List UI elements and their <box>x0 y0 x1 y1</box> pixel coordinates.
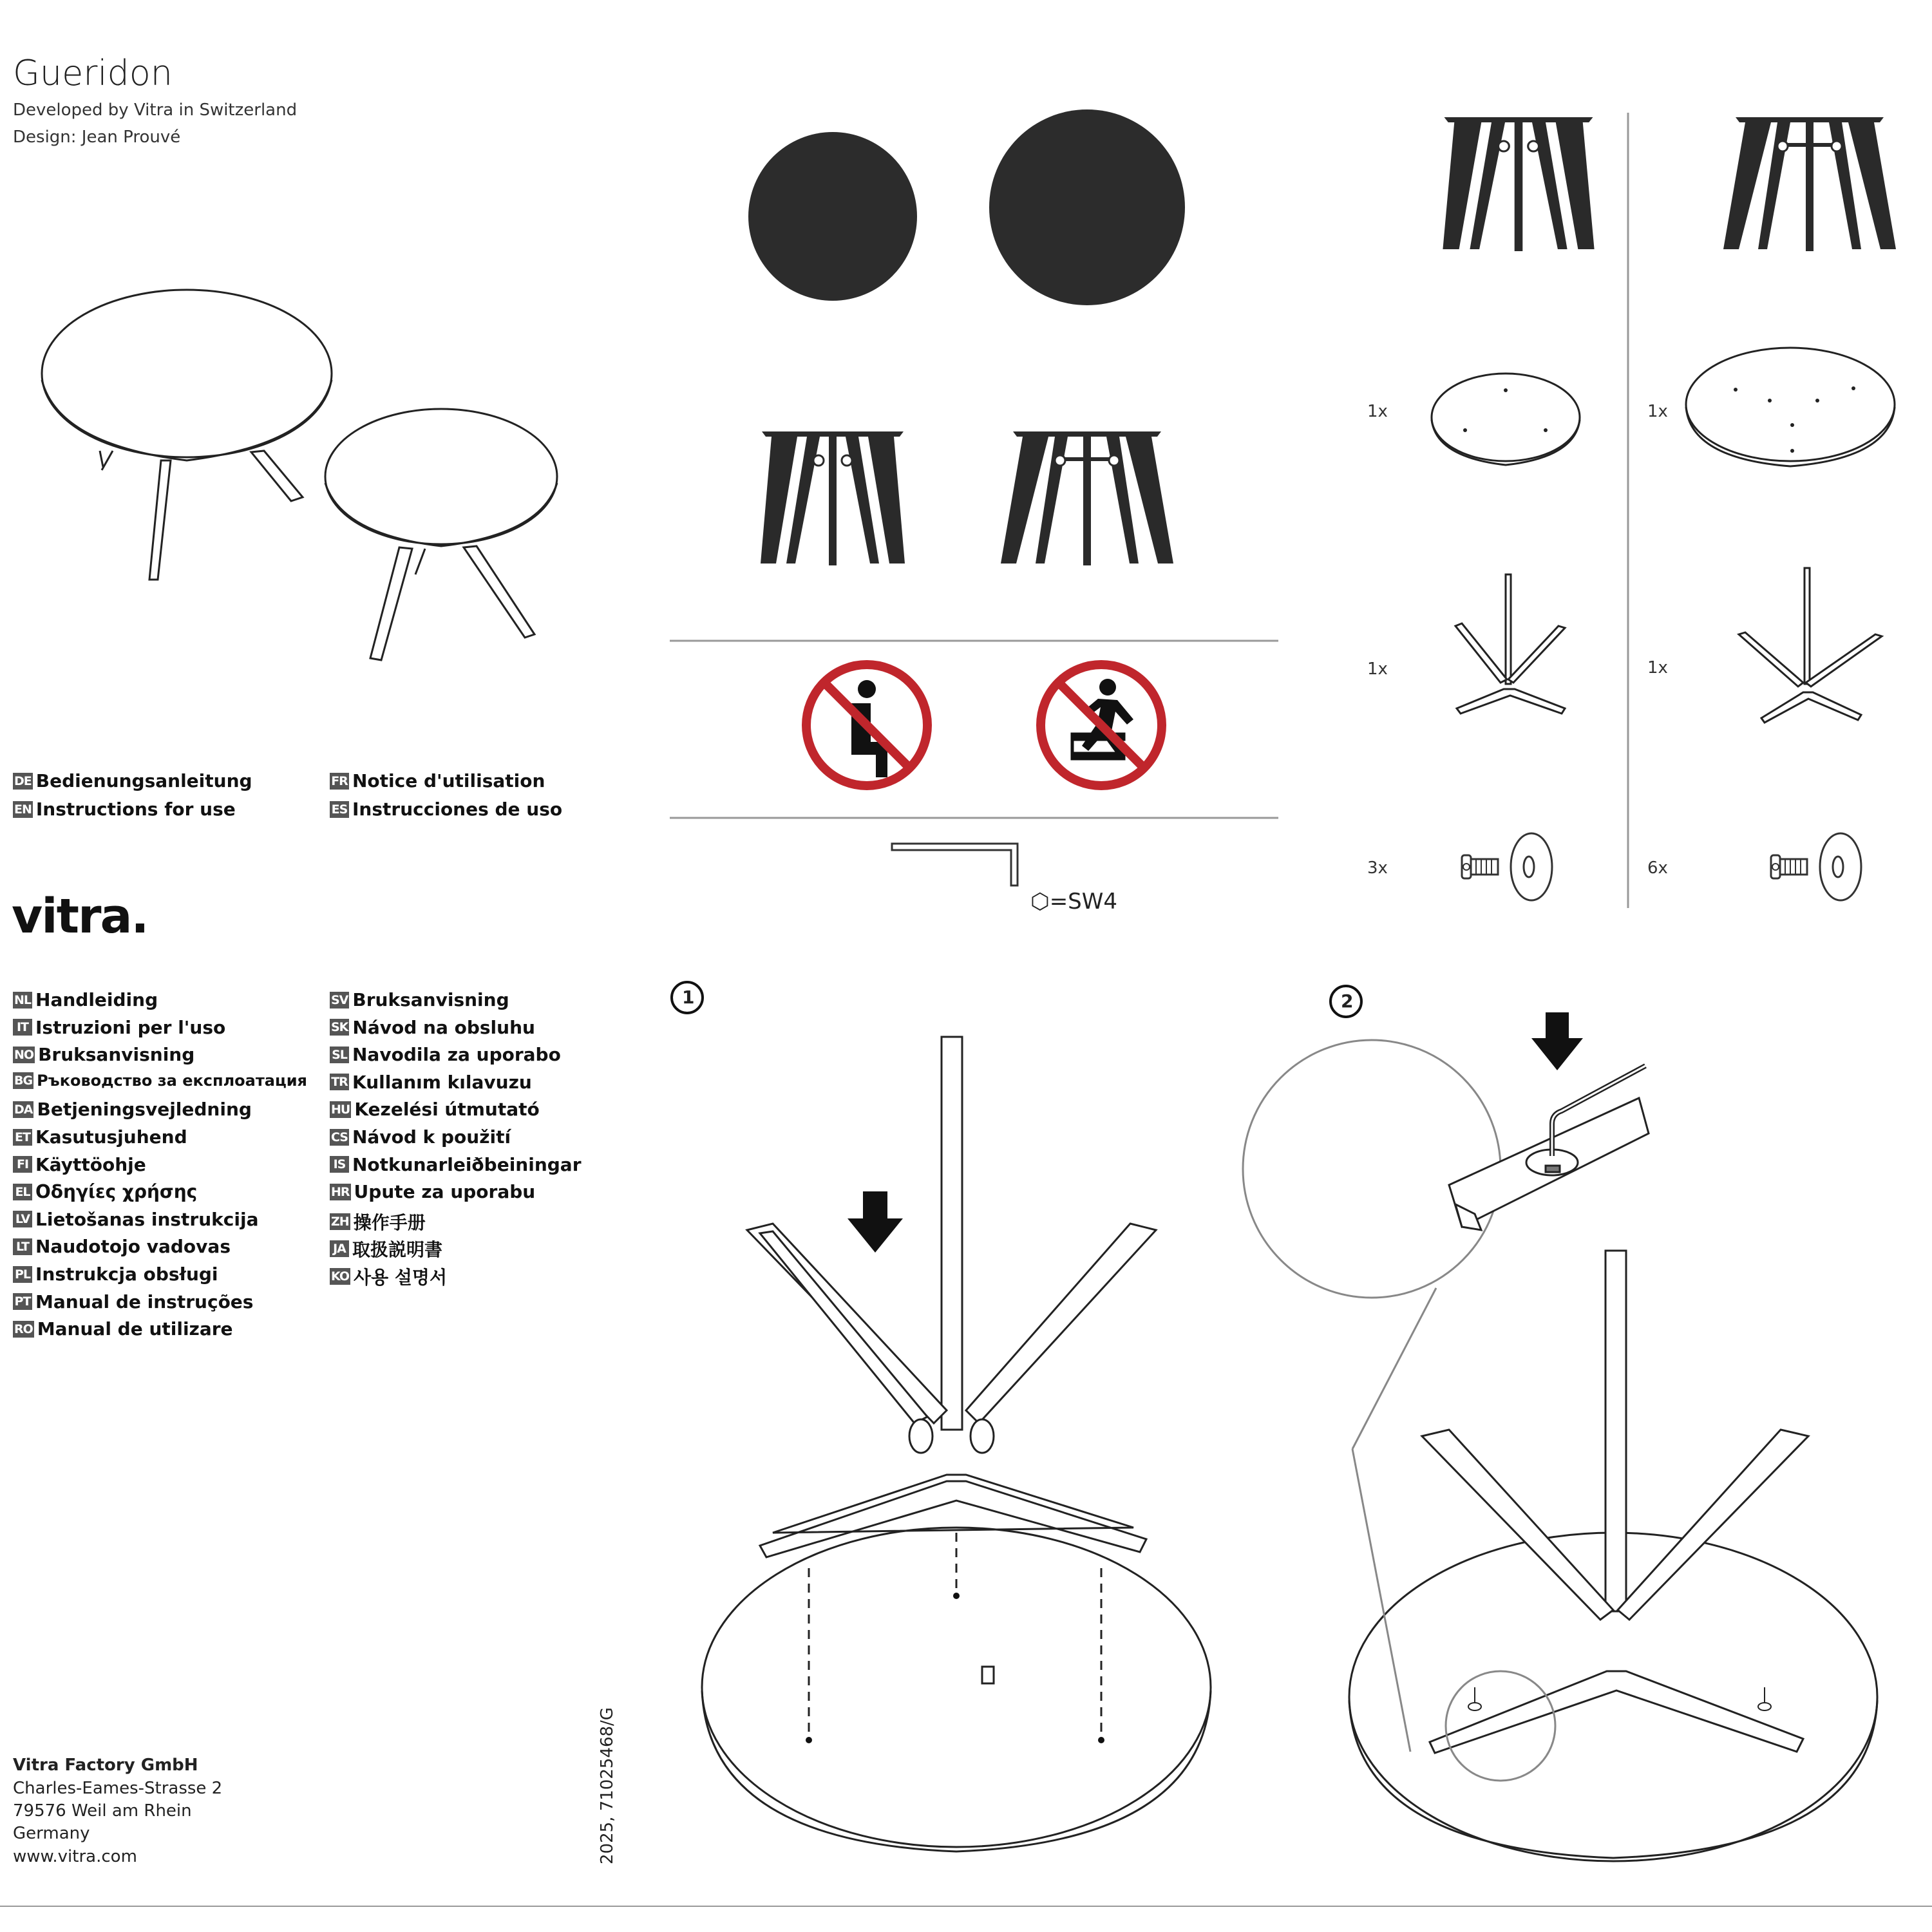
designer: Design: Jean Prouvé <box>13 128 181 147</box>
lang-pl: PL Instrukcja obsługi <box>13 1264 218 1285</box>
lang-bg: BG Ръководство за експлоатация <box>14 1071 307 1090</box>
tabletop-parts <box>1432 348 1895 466</box>
lang-sk: SK Návod na obsluhu <box>331 1016 535 1038</box>
lang-ja: JA 取扱説明書 <box>330 1236 442 1262</box>
lang-es: ES Instrucciones de uso <box>330 799 562 820</box>
small-top-dot <box>748 132 917 301</box>
step-1-illustration <box>702 1037 1211 1852</box>
lang-da: DA Betjeningsvejledning <box>14 1099 252 1121</box>
no-standing-icon <box>1041 665 1162 786</box>
large-base-qty: 1x <box>1647 658 1668 677</box>
large-screw-qty: 6x <box>1647 858 1668 878</box>
lang-en: EN Instructions for use <box>14 799 236 820</box>
lang-lt: LT Naudotojo vadovas <box>13 1236 231 1257</box>
address-city: 79576 Weil am Rhein <box>13 1801 192 1821</box>
lang-lv: LV Lietošanas instrukcija <box>13 1209 259 1230</box>
lang-sv: SV Bruksanvisning <box>331 989 509 1010</box>
arrow-down-icon-2 <box>1531 1012 1583 1070</box>
lang-sl: SL Navodila za uporabo <box>330 1044 561 1065</box>
lang-cs: CS Návod k použití <box>331 1126 511 1148</box>
address-country: Germany <box>13 1824 90 1843</box>
lang-et: ET Kasutusjuhend <box>13 1126 187 1148</box>
lang-ro: RO Manual de utilizare <box>14 1318 233 1340</box>
tables-illustration <box>42 290 557 660</box>
hex-key-icon <box>892 844 1018 886</box>
no-sitting-icon <box>806 665 927 786</box>
large-top-dot <box>989 109 1185 305</box>
website-link[interactable]: www.vitra.com <box>13 1847 137 1866</box>
arrow-down-icon <box>848 1191 903 1253</box>
large-top-qty: 1x <box>1647 402 1668 421</box>
tool-size-label: ⬡=SW4 <box>1030 889 1118 914</box>
lang-pt: PT Manual de instruções <box>13 1291 253 1312</box>
lang-el: EL Οδηγίες χρήσης <box>13 1181 197 1202</box>
small-screw-qty: 3x <box>1367 858 1388 878</box>
lang-is: IS Notkunarleiðbeiningar <box>330 1154 582 1175</box>
base-frames <box>1455 568 1882 723</box>
lang-fr: FR Notice d'utilisation <box>330 770 545 791</box>
lang-zh: ZH 操作手册 <box>331 1211 426 1233</box>
address-street: Charles-Eames-Strasse 2 <box>13 1779 223 1798</box>
step-2-illustration <box>1243 1040 1877 1861</box>
lang-hr: HR Upute za uporabu <box>331 1181 536 1203</box>
document-number: 2025, 71025468/G <box>598 1707 617 1864</box>
developed-by: Developed by Vitra in Switzerland <box>13 100 298 120</box>
step-1-number: 1 <box>682 987 695 1008</box>
lang-nl: NL Handleiding <box>14 989 158 1010</box>
step-2-number: 2 <box>1341 990 1354 1012</box>
lang-de: DE Bedienungsanleitung <box>14 770 252 791</box>
lang-it: IT Istruzioni per l'uso <box>13 1017 225 1038</box>
lang-fi: FI Käyttöohje <box>13 1154 146 1175</box>
lang-hu: HU Kezelési útmutató <box>331 1099 540 1121</box>
lang-tr: TR Kullanım kılavuzu <box>330 1072 532 1093</box>
product-title: Gueridon <box>13 53 173 93</box>
vitra-logo: vitra. <box>12 889 148 944</box>
lang-no: NO Bruksanvisning <box>14 1044 195 1066</box>
small-base-qty: 1x <box>1367 659 1388 679</box>
lang-ko: KO 사용 설명서 <box>331 1267 448 1288</box>
company-name: Vitra Factory GmbH <box>13 1756 198 1775</box>
small-top-qty: 1x <box>1367 402 1388 421</box>
